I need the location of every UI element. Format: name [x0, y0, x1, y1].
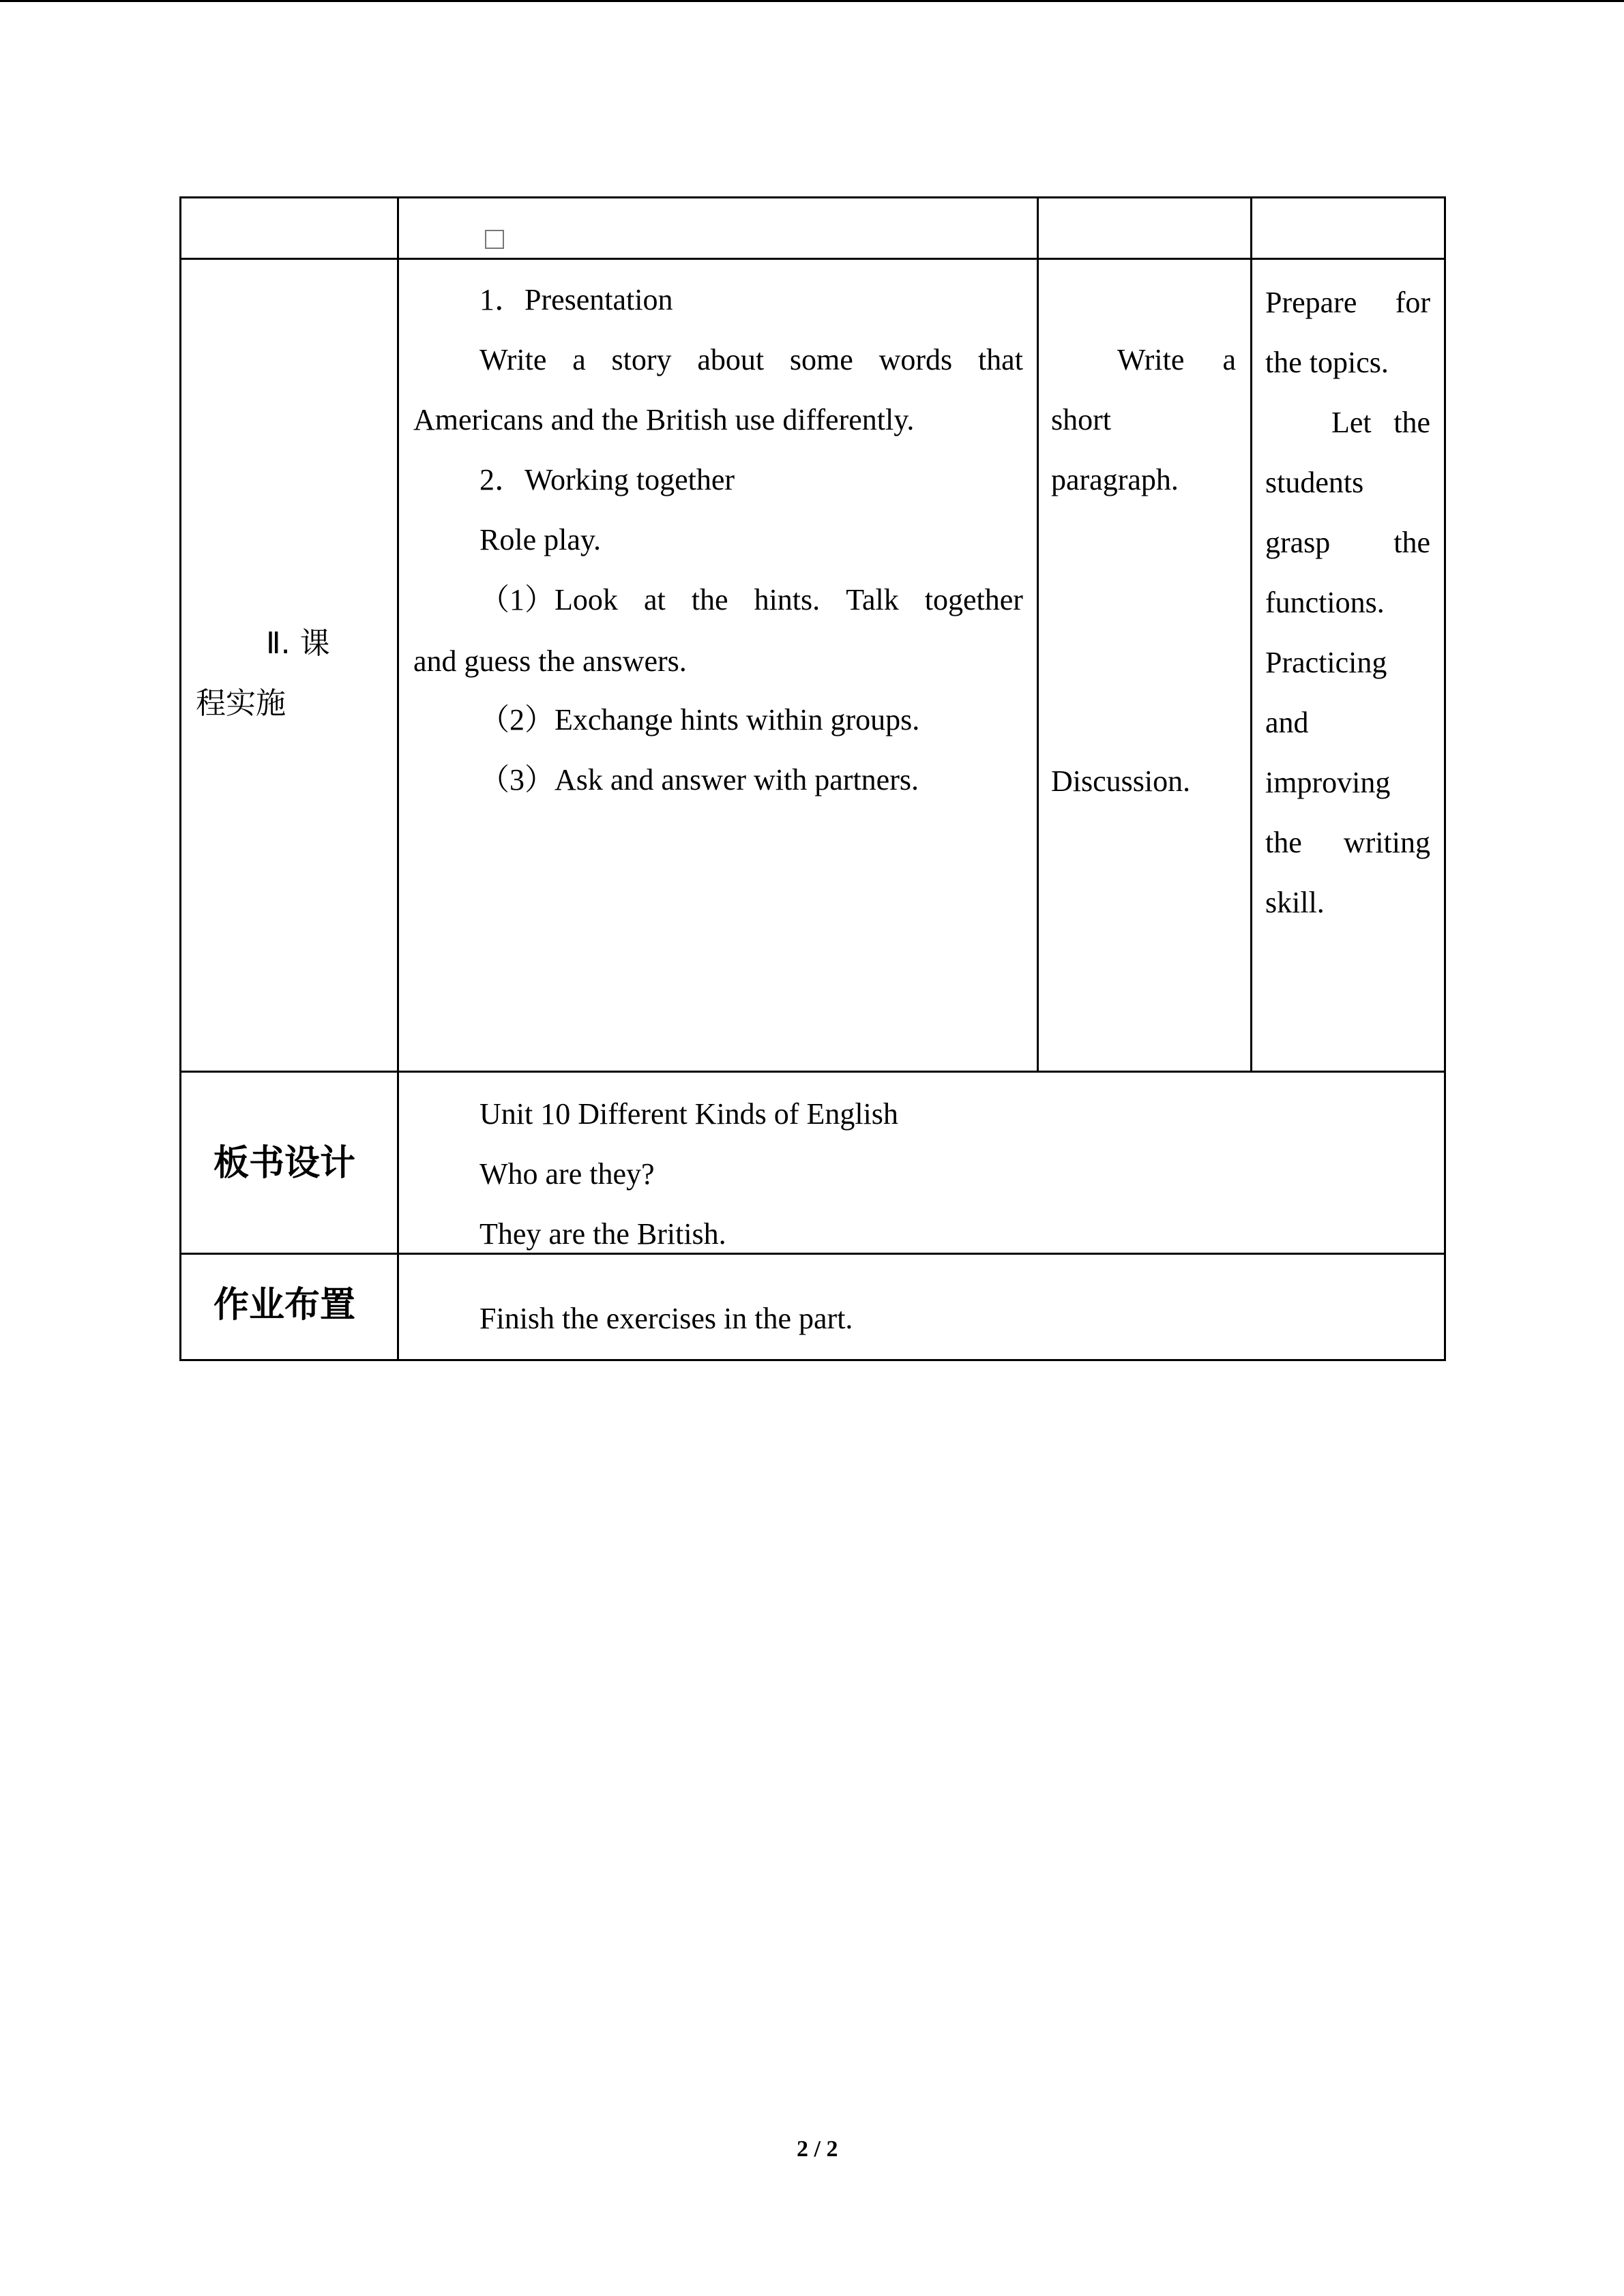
table-border-top [179, 196, 1446, 198]
presentation-desc-line1: Write a story about some words that [479, 343, 1023, 376]
page-top-rule [0, 0, 1624, 2]
role-play: Role play. [479, 523, 601, 556]
board-design-line1: Unit 10 Different Kinds of English [479, 1097, 898, 1131]
student-activity-line4: Discussion. [1051, 764, 1191, 798]
table-border-row3 [179, 1253, 1446, 1255]
step3: （3）Ask and answer with partners. [479, 763, 919, 796]
purpose-line8: and [1265, 706, 1309, 739]
purpose-line5: grasp the [1265, 526, 1430, 559]
student-activity-line1: Write a [1117, 343, 1236, 376]
table-border-row2 [179, 1071, 1446, 1073]
stage-label-line1: Ⅱ. 课 [266, 626, 330, 661]
table-border-bottom [179, 1359, 1446, 1361]
board-design-label: 板书设计 [213, 1143, 356, 1184]
homework-text: Finish the exercises in the part. [479, 1302, 853, 1335]
student-activity-line3: paragraph. [1051, 463, 1179, 496]
step2: （2）Exchange hints within groups. [479, 703, 920, 736]
table-border-row1 [179, 258, 1446, 260]
checkbox-placeholder [485, 230, 504, 249]
board-design-line3: They are the British. [479, 1217, 726, 1251]
step1-line2: and guess the answers. [413, 644, 687, 678]
purpose-line1: Prepare for [1265, 286, 1430, 319]
purpose-line10: the writing [1265, 826, 1430, 859]
presentation-heading: 1．Presentation [479, 283, 673, 316]
purpose-line2: the topics. [1265, 346, 1389, 379]
presentation-desc-line2: Americans and the British use differently. [413, 403, 915, 436]
purpose-line11: skill. [1265, 886, 1325, 919]
purpose-line9: improving [1265, 766, 1391, 799]
table-border-right [1444, 196, 1446, 1361]
step1-line1: （1）Look at the hints. Talk together [479, 583, 1023, 616]
board-design-line2: Who are they? [479, 1157, 655, 1191]
table-border-left [179, 196, 181, 1361]
purpose-line6: functions. [1265, 586, 1385, 619]
student-activity-line2: short [1051, 403, 1111, 436]
table-border-col2 [1037, 196, 1039, 1073]
table-border-col3 [1250, 196, 1252, 1073]
homework-label: 作业布置 [213, 1285, 356, 1326]
table-border-col1 [397, 196, 399, 1361]
purpose-line3: Let the [1331, 406, 1430, 439]
page-indicator: 2 / 2 [797, 2136, 838, 2162]
stage-label-line2: 程实施 [196, 686, 286, 721]
purpose-line7: Practicing [1265, 646, 1387, 679]
working-together-heading: 2．Working together [479, 463, 735, 496]
purpose-line4: students [1265, 466, 1364, 499]
